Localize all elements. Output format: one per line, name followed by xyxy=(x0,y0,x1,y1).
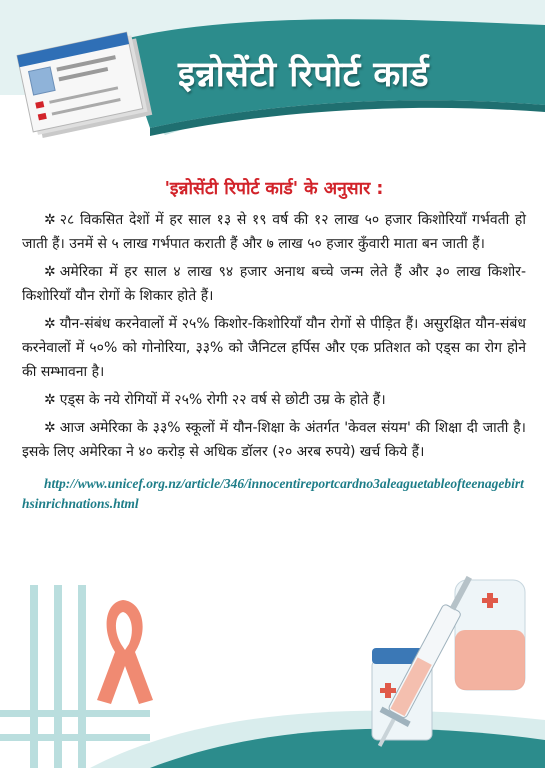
fact-paragraph xyxy=(22,388,526,412)
bullet-icon: ✲ xyxy=(44,264,56,280)
fact-text: यौन-संबंध करनेवालों में २५% किशोर-किशोरियाँ यौन रोगों से पीड़ित हैं। असुरक्षित यौन-संबंध करनेवालों में ५०% को गोनोरिया, ३३% को जैनिटल हर्पिस और एक प्रतिशत को एड्स का रोग होने की सम्भावना है। xyxy=(22,316,526,380)
fact-text: अमेरिका में हर साल ४ लाख ९४ हजार अनाथ बच्चे जन्म लेते हैं और ३० लाख किशोर-किशोरियाँ यौन रोगों के शिकार होते हैं। xyxy=(22,264,526,304)
bullet-icon: ✲ xyxy=(44,392,56,408)
fact-paragraph xyxy=(22,416,526,464)
fact-paragraph xyxy=(22,312,526,384)
report-card-icon xyxy=(10,22,160,142)
fact-paragraph xyxy=(22,208,526,256)
fact-text: आज अमेरिका के ३३% स्कूलों में यौन-शिक्षा के अंतर्गत 'केवल संयम' की शिक्षा दी जाती है। इसके लिए अमेरिका ने ४० करोड़ से अधिक डॉलर (२० अरब रुपये) खर्च किये हैं। xyxy=(22,420,526,460)
awareness-ribbon-icon xyxy=(97,600,153,704)
fact-paragraph xyxy=(22,260,526,308)
content-area xyxy=(22,176,526,514)
source-link[interactable]: http://www.unicef.org.nz/article/346/innocentireportcardno3aleaguetableofteenagebirthsinrichnations.html xyxy=(22,476,524,511)
bullet-icon: ✲ xyxy=(44,212,56,228)
section-heading: 'इन्नोसेंटी रिपोर्ट कार्ड' के अनुसार : xyxy=(164,179,384,199)
bottom-decoration xyxy=(0,560,545,768)
page-title: इन्नोसेंटी रिपोर्ट कार्ड xyxy=(178,55,430,95)
fact-text: एड्स के नये रोगियों में २५% रोगी २२ वर्ष से छोटी उम्र के होते हैं। xyxy=(59,392,386,408)
bullet-icon: ✲ xyxy=(44,420,56,436)
bullet-icon: ✲ xyxy=(44,316,56,332)
fact-text: २८ विकसित देशों में हर साल १३ से १९ वर्ष की १२ लाख ५० हजार किशोरियाँ गर्भवती हो जाती हैं। उनमें से ५ लाख गर्भपात कराती हैं और ७ लाख ५० हजार कुँवारी माता बन जाती हैं। xyxy=(22,212,526,252)
